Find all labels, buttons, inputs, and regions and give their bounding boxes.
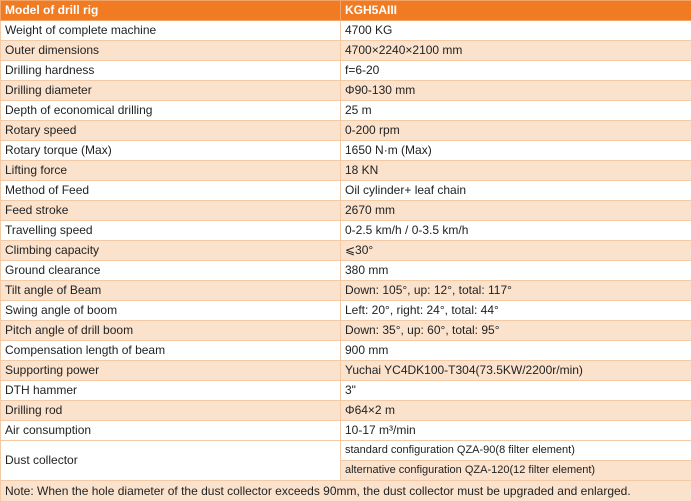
table-row (1, 281, 691, 301)
spec-value-alternative: alternative configuration QZA-120(12 filter element) (341, 461, 691, 481)
spec-value: 0-2.5 km/h / 0-3.5 km/h (341, 221, 691, 241)
table-row (1, 241, 691, 261)
spec-label: Rotary speed (1, 121, 341, 141)
spec-value: Φ90-130 mm (341, 81, 691, 101)
spec-label: Dust collector (1, 441, 341, 481)
table-row (1, 301, 691, 321)
spec-value: Yuchai YC4DK100-T304(73.5KW/2200r/min) (341, 361, 691, 381)
spec-value: Φ64×2 m (341, 401, 691, 421)
spec-label: Weight of complete machine (1, 21, 341, 41)
spec-value: 25 m (341, 101, 691, 121)
table-row (1, 161, 691, 181)
spec-label: Swing angle of boom (1, 301, 341, 321)
spec-value: Oil cylinder+ leaf chain (341, 181, 691, 201)
spec-label: DTH hammer (1, 381, 341, 401)
spec-label: Rotary torque (Max) (1, 141, 341, 161)
spec-label: Travelling speed (1, 221, 341, 241)
spec-label: Drilling rod (1, 401, 341, 421)
table-row (1, 41, 691, 61)
spec-label: Lifting force (1, 161, 341, 181)
spec-label: Pitch angle of drill boom (1, 321, 341, 341)
table-row (1, 141, 691, 161)
table-row (1, 401, 691, 421)
header-model: KGH5AIII (341, 1, 691, 21)
spec-value: 10-17 m³/min (341, 421, 691, 441)
spec-label: Method of Feed (1, 181, 341, 201)
table-row (1, 61, 691, 81)
table-row (1, 181, 691, 201)
table-row (1, 21, 691, 41)
spec-value: 2670 mm (341, 201, 691, 221)
spec-label: Ground clearance (1, 261, 341, 281)
spec-value: Down: 105°, up: 12°, total: 117° (341, 281, 691, 301)
spec-value: 3" (341, 381, 691, 401)
header-parameter: Model of drill rig (1, 1, 341, 21)
table-header-row (1, 1, 691, 21)
spec-value: Left: 20°, right: 24°, total: 44° (341, 301, 691, 321)
table-row (1, 381, 691, 401)
table-row (1, 261, 691, 281)
spec-value: 18 KN (341, 161, 691, 181)
spec-label: Outer dimensions (1, 41, 341, 61)
spec-label: Supporting power (1, 361, 341, 381)
table-row (1, 341, 691, 361)
table-row (1, 81, 691, 101)
spec-value: 0-200 rpm (341, 121, 691, 141)
table-note: Note: When the hole diameter of the dust collector exceeds 90mm, the dust collector must be upgraded and enlarged. (1, 481, 691, 502)
table-row (1, 221, 691, 241)
spec-label: Climbing capacity (1, 241, 341, 261)
spec-value: 4700×2240×2100 mm (341, 41, 691, 61)
spec-label: Compensation length of beam (1, 341, 341, 361)
spec-value: 380 mm (341, 261, 691, 281)
table-row (1, 421, 691, 441)
spec-label: Drilling diameter (1, 81, 341, 101)
spec-value-standard: standard configuration QZA-90(8 filter element) (341, 441, 691, 461)
spec-label: Tilt angle of Beam (1, 281, 341, 301)
table-note-row (1, 481, 691, 502)
table-row (1, 321, 691, 341)
spec-value: 900 mm (341, 341, 691, 361)
spec-value: 4700 KG (341, 21, 691, 41)
spec-value: 1650 N·m (Max) (341, 141, 691, 161)
table-row (1, 121, 691, 141)
table-row (1, 361, 691, 381)
table-row (1, 101, 691, 121)
spec-label: Feed stroke (1, 201, 341, 221)
table-row (1, 201, 691, 221)
spec-value: Down: 35°, up: 60°, total: 95° (341, 321, 691, 341)
spec-label: Air consumption (1, 421, 341, 441)
spec-label: Depth of economical drilling (1, 101, 341, 121)
spec-value: f=6-20 (341, 61, 691, 81)
spec-label: Drilling hardness (1, 61, 341, 81)
spec-value: ⩽30° (341, 241, 691, 261)
table-row-dust-collector (1, 441, 691, 461)
